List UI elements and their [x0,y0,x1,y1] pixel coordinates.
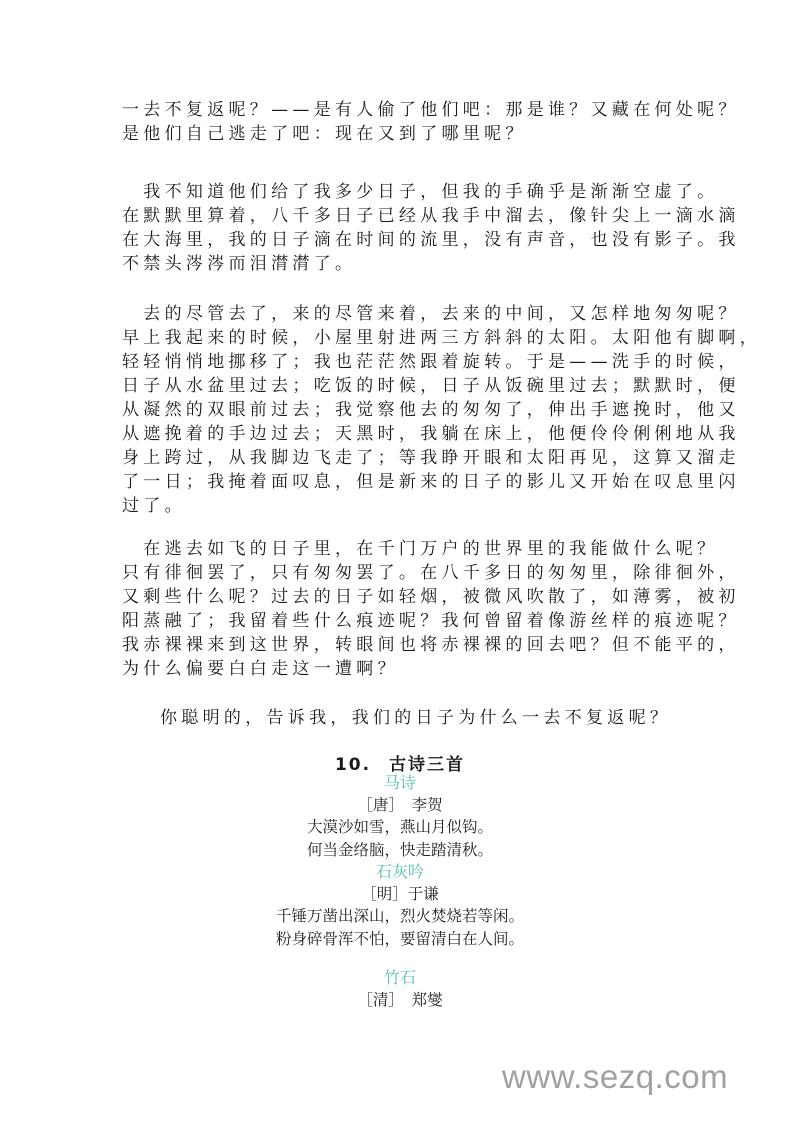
poem-3 [0,967,800,1011]
paragraph-4 [122,537,740,681]
poem-2 [0,861,800,951]
text-line: 早上我起来的时候，小屋里射进两三方斜斜的太阳。太阳他有脚啊， [122,328,761,348]
lesson-number: 10. [334,755,372,775]
poem-title: 石灰吟 [375,862,424,881]
poem-title: 竹石 [383,968,416,987]
text-line: 我不知道他们给了我多少日子，但我的手确乎是渐渐空虚了。 [122,182,719,202]
text-line: 又剩些什么呢？过去的日子如轻烟，被微风吹散了，如薄雾，被初 [122,587,740,607]
text-line: 从凝然的双眼前过去；我觉察他去的匆匆了，伸出手遮挽时，他又 [122,400,740,420]
text-line: 了一日；我掩着面叹息，但是新来的日子的影儿又开始在叹息里闪 [122,472,740,492]
text-line: 我赤裸裸来到这世界，转眼间也将赤裸裸的回去吧？但不能平的， [122,635,740,655]
text-line: 只有徘徊罢了，只有匆匆罢了。在八千多日的匆匆里，除徘徊外， [122,563,740,583]
text-line: 在大海里，我的日子滴在时间的流里，没有声音，也没有影子。我 [122,230,740,250]
text-line: 不禁头涔涔而泪潸潸了。 [122,254,357,274]
watermark: www.sezq.com [502,1058,729,1095]
poem-author: ［明］于谦 [361,885,439,903]
text-line: 为什么偏要白白走这一遭啊？ [122,659,399,679]
poem-line: 大漠沙如雪，燕山月似钩。 [306,818,493,836]
poem-line: 粉身碎骨浑不怕，要留清白在人间。 [275,930,524,948]
paragraph-3 [122,302,761,518]
paragraph-2 [122,180,740,276]
text-line: 去的尽管去了，来的尽管来着，去来的中间，又怎样地匆匆呢？ [122,304,740,324]
text-line: 轻轻悄悄地挪移了；我也茫茫然跟着旋转。于是——洗手的时候， [122,352,740,372]
text-line: 在逃去如飞的日子里，在千门万户的世界里的我能做什么呢？ [122,539,719,559]
text-line: 一去不复返呢？——是有人偷了他们吧：那是谁？又藏在何处呢？ [122,100,740,120]
poem-author: ［清］ 郑燮 [357,991,443,1009]
closing-line: 你聪明的，告诉我，我们的日子为什么一去不复返呢？ [160,708,672,728]
text-line: 是他们自己逃走了吧：现在又到了哪里呢？ [122,124,527,144]
text-line: 在默默里算着，八千多日子已经从我手中溜去，像针尖上一滴水滴 [122,206,740,226]
text-line: 阳蒸融了；我留着些什么痕迹呢？我何曾留着像游丝样的痕迹呢？ [122,611,740,631]
poem-line: 千锤万凿出深山，烈火焚烧若等闲。 [275,907,524,925]
text-line: 从遮挽着的手边过去；天黑时，我躺在床上，他便伶伶俐俐地从我 [122,424,740,444]
poem-author: ［唐］ 李贺 [357,796,443,814]
poem-line: 何当金络脑，快走踏清秋。 [306,841,493,859]
poem-title: 马诗 [383,773,416,792]
text-line: 日子从水盆里过去；吃饭的时候，日子从饭碗里过去；默默时，便 [122,376,740,396]
poem-1 [0,772,800,862]
paragraph-1 [122,98,740,146]
lesson-title: 古诗三首 [389,755,466,775]
text-line: 过了。 [122,496,186,516]
text-line: 身上跨过，从我脚边飞走了；等我睁开眼和太阳再见，这算又溜走 [122,448,740,468]
